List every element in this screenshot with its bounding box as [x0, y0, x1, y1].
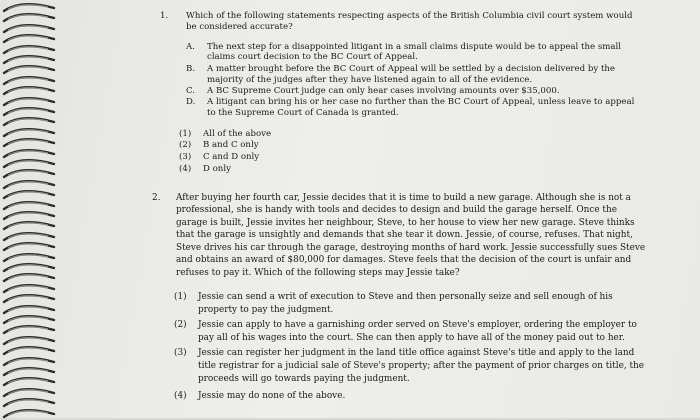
question-stem-line: Steve drives his car through the garage, destroying months of hard work. Jessie successfully sues Steve [176, 243, 646, 253]
binding-coil [2, 179, 60, 189]
statement-letter: D. [186, 97, 196, 107]
binding-coil [2, 33, 60, 43]
option-text: pay all of his wages into the court. She can then apply to have all of the money paid out to her. [198, 333, 625, 343]
option-text: proceeds will go towards paying the judgment. [198, 374, 410, 384]
binding-coil [2, 200, 60, 210]
binding-coil [2, 23, 60, 33]
binding-coil [2, 408, 60, 418]
binding-coil [2, 210, 60, 220]
question-stem-line: and obtains an award of $80,000 for damages. Steve feels that the decision of the court is unfair and [176, 255, 632, 265]
option-text: property to pay the judgment. [198, 305, 334, 315]
option-text: Jessie may do none of the above. [198, 391, 346, 401]
question-stem-line: Which of the following statements respecting aspects of the British Columbia civil court system would [186, 11, 633, 21]
question-number: 1. [160, 11, 169, 21]
binding-coil [2, 96, 60, 106]
binding-coil [2, 324, 60, 334]
option-number: (4) [179, 164, 192, 174]
binding-coil [2, 231, 60, 241]
option-text: Jessie can register her judgment in the land title office against Steve's title and apply to the land [198, 348, 635, 358]
statement-line: The next step for a disappointed litigant in a small claims dispute would be to appeal the small [207, 42, 622, 52]
binding-coil [2, 75, 60, 85]
binding-coil [2, 283, 60, 293]
option-number: (3) [179, 152, 192, 162]
spiral-binding [0, 0, 64, 418]
binding-coil [2, 220, 60, 230]
question-stem-line: be considered accurate? [186, 22, 293, 32]
binding-coil [2, 387, 60, 397]
binding-coil [2, 314, 60, 324]
binding-coil [2, 376, 60, 386]
binding-coil [2, 366, 60, 376]
option-number: (3) [174, 348, 187, 358]
statement-letter: B. [186, 64, 196, 74]
option-number: (2) [174, 320, 187, 330]
binding-coil [2, 262, 60, 272]
option-text: title registrar for a judicial sale of Steve's property; after the payment of prior charges on title, the [198, 361, 645, 371]
binding-coil [2, 44, 60, 54]
binding-coil [2, 12, 60, 22]
binding-coil [2, 2, 60, 12]
statement-line: A matter brought before the BC Court of Appeal will be settled by a decision delivered by the [207, 64, 616, 74]
option-number: (2) [179, 140, 192, 150]
binding-coil [2, 241, 60, 251]
statement-line: A BC Supreme Court judge can only hear cases involving amounts over $35,000. [207, 86, 560, 96]
binding-coil [2, 106, 60, 116]
statement-line: A litigant can bring his or her case no further than the BC Court of Appeal, unless leave to appeal [207, 97, 635, 107]
binding-coil [2, 272, 60, 282]
binding-coil [2, 127, 60, 137]
option-text: Jessie can send a writ of execution to Steve and then personally seize and sell enough of his [198, 292, 613, 302]
option-text: Jessie can apply to have a garnishing order served on Steve's employer, ordering the employer to [198, 320, 637, 330]
binding-coil [2, 64, 60, 74]
option-text: B and C only [203, 140, 259, 150]
binding-coil [2, 137, 60, 147]
question-number: 2. [152, 193, 161, 203]
option-text: All of the above [203, 129, 272, 139]
question-stem-line: refuses to pay it. Which of the following steps may Jessie take? [176, 268, 460, 278]
question-stem-line: garage is built, Jessie invites her neighbour, Steve, to her house to view her new garage. Steve thinks [176, 218, 635, 228]
option-text: C and D only [203, 152, 260, 162]
statement-letter: C. [186, 86, 196, 96]
statement-line: claims court decision to the BC Court of Appeal. [207, 52, 418, 62]
binding-coil [2, 85, 60, 95]
binding-coil [2, 304, 60, 314]
option-number: (4) [174, 391, 187, 401]
binding-coil [2, 335, 60, 345]
binding-coil [2, 148, 60, 158]
binding-coil [2, 116, 60, 126]
question-stem-line: professional, she is handy with tools and decides to design and build the garage herself. Once the [176, 205, 617, 215]
statement-letter: A. [186, 42, 195, 52]
binding-coil [2, 356, 60, 366]
binding-coil [2, 158, 60, 168]
binding-coil [2, 293, 60, 303]
option-number: (1) [179, 129, 192, 139]
option-text: D only [203, 164, 231, 174]
option-number: (1) [174, 292, 187, 302]
binding-coil [2, 54, 60, 64]
binding-coil [2, 397, 60, 407]
question-stem-line: that the garage is unsightly and demands that she tear it down. Jessie, of course, refuses. That night, [176, 230, 633, 240]
statement-line: majority of the judges after they have listened again to all of the evidence. [207, 75, 533, 85]
statement-line: to the Supreme Court of Canada is granted. [207, 108, 399, 118]
binding-coil [2, 345, 60, 355]
binding-coil [2, 168, 60, 178]
binding-coil [2, 189, 60, 199]
binding-coil [2, 252, 60, 262]
question-stem-line: After buying her fourth car, Jessie decides that it is time to build a new garage. Although she is not a [176, 193, 631, 203]
